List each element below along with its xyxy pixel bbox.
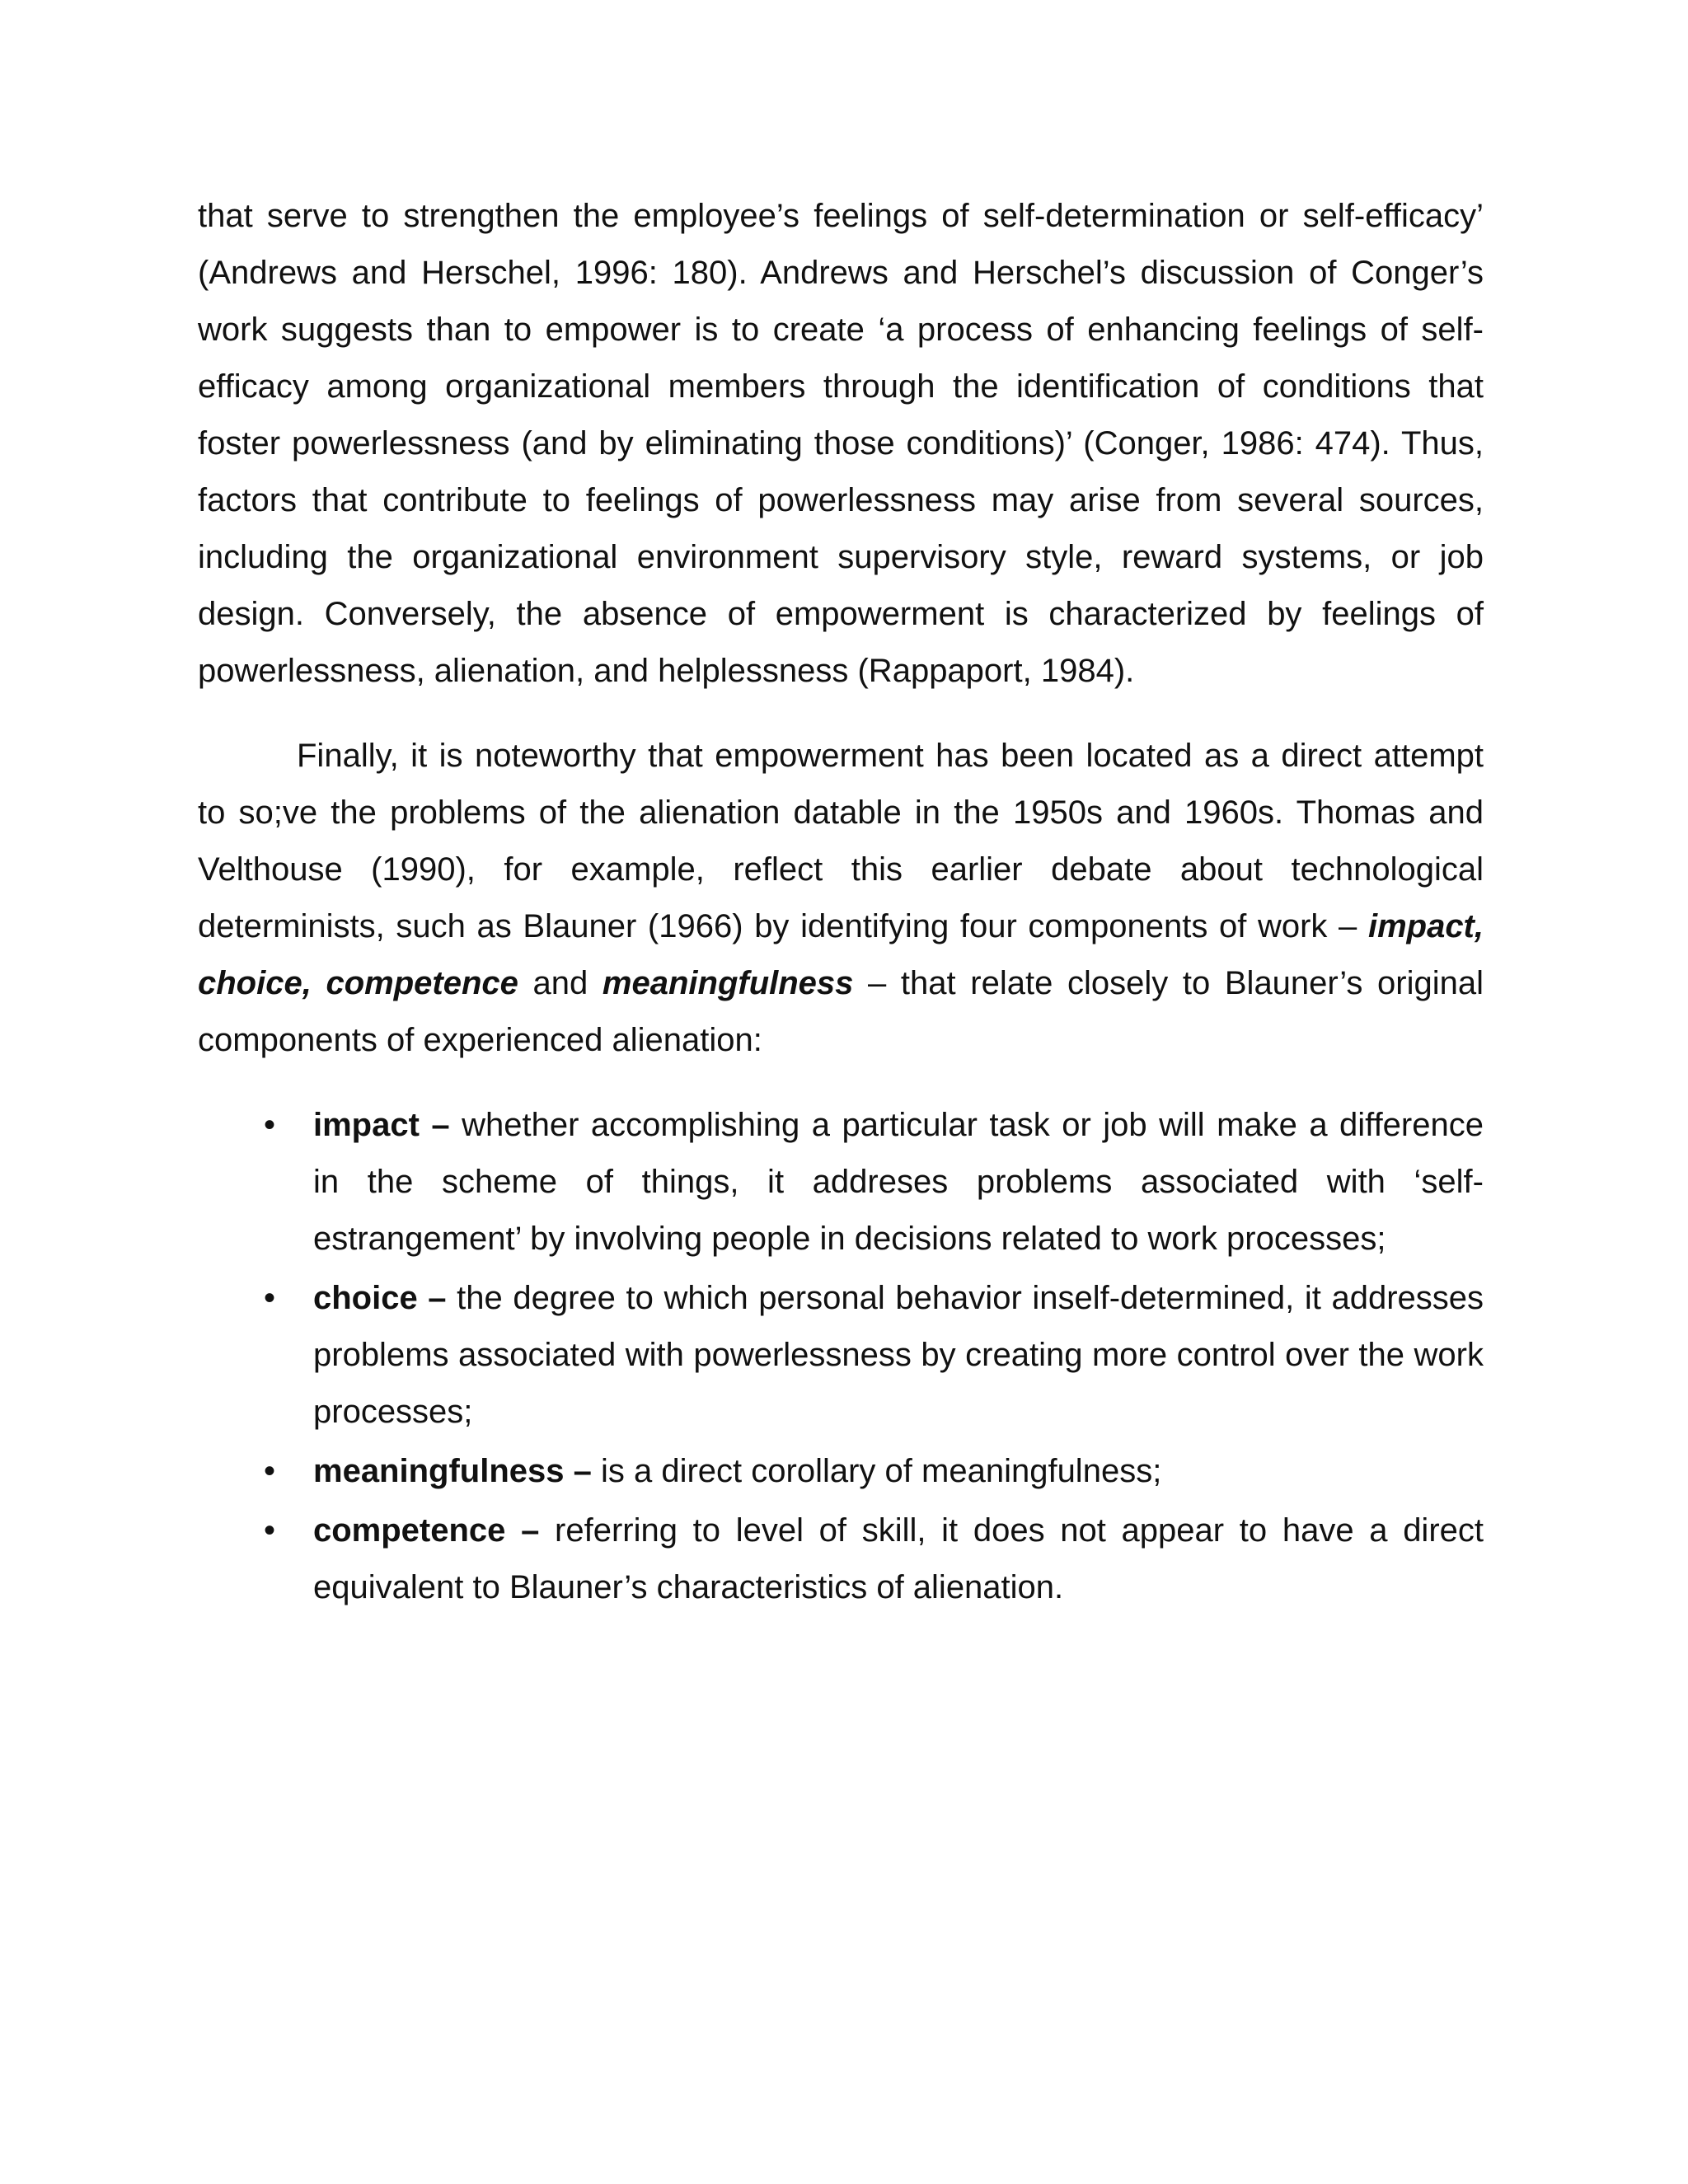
list-item-term: choice – [313, 1280, 447, 1316]
term-impact-choice-competence: impact, choice, competence [198, 908, 1484, 1001]
list-item-term: competence – [313, 1512, 540, 1549]
term-meaningfulness: meaningfulness [602, 965, 854, 1001]
paragraph-2-text: Finally, it is noteworthy that empowerment has been located as a direct attempt to so;ve the problems of the alienation datable in the 1950s and 1960s. Thomas and Velthouse (1990), for example, reflect this earlier debate about technological determinists, such as Blauner (1966) by identifying four components of work – [198, 738, 1484, 944]
list-item-text: the degree to which personal behavior inself-determined, it addresses problems associated with powerlessness by creating more control over the work processes; [313, 1280, 1484, 1430]
paragraph-2-connector: and [518, 965, 603, 1001]
body-text [198, 188, 1484, 1619]
list-item-competence [198, 1502, 1484, 1616]
list-item-choice [198, 1270, 1484, 1441]
list-item-text: whether accomplishing a particular task or job will make a difference in the scheme of things, it addreses problems associated with ‘self-estrangement’ by involving people in decisions related to work processes; [313, 1107, 1484, 1257]
list-item-meaningfulness [198, 1443, 1484, 1500]
list-item-impact [198, 1097, 1484, 1268]
list-item-text: referring to level of skill, it does not appear to have a direct equivalent to Blauner’s characteristics of alienation. [313, 1512, 1484, 1605]
paragraph-2 [198, 728, 1484, 1069]
components-list [198, 1097, 1484, 1616]
paragraph-1: that serve to strengthen the employee’s feelings of self-determination or self-efficacy’ (Andrews and Herschel, 1996: 180). Andrews and Herschel’s discussion of Conger’s work suggests than to empower is to create ‘a process of enhancing feelings of self-efficacy among organizational members through the identification of conditions that foster powerlessness (and by eliminating those conditions)’ (Conger, 1986: 474). Thus, factors that contribute to feelings of powerlessness may arise from several sources, including the organizational environment supervisory style, reward systems, or job design. Conversely, the absence of empowerment is characterized by feelings of powerlessness, alienation, and helplessness (Rappaport, 1984). [198, 198, 1484, 689]
list-item-term: meaningfulness – [313, 1453, 592, 1489]
bullet-icon: • [264, 1107, 276, 1143]
paragraph-2-ending: – that relate closely to Blauner’s original components of experienced alienation: [198, 965, 1484, 1058]
bullet-icon: • [264, 1280, 276, 1316]
bullet-icon: • [264, 1512, 276, 1549]
list-item-text: is a direct corollary of meaningfulness; [591, 1453, 1162, 1489]
list-item-term: impact – [313, 1107, 450, 1143]
bullet-icon: • [264, 1453, 276, 1489]
